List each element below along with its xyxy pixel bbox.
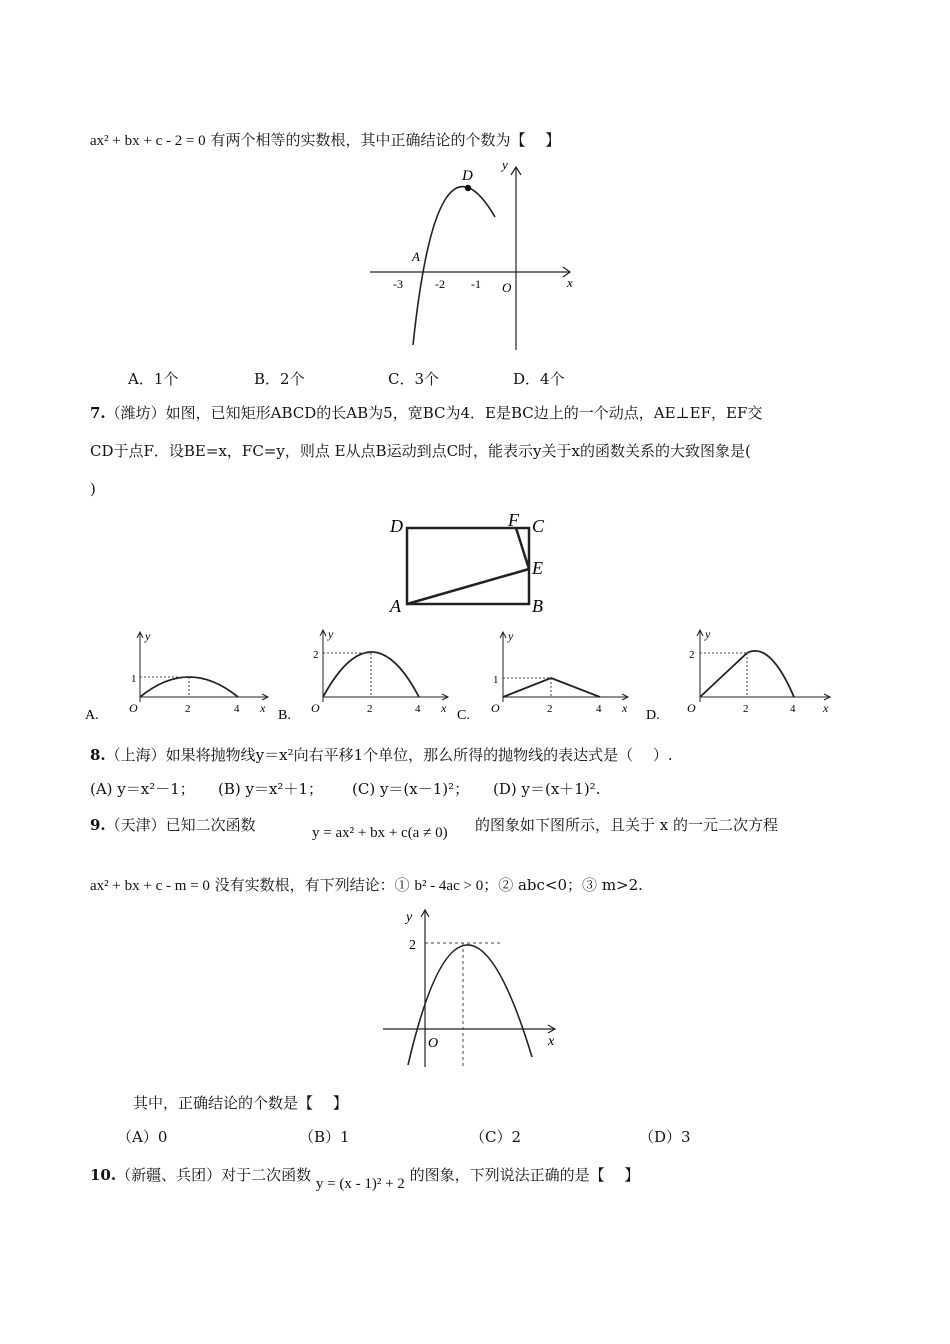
q9-text-2: 没有实数根，有下列结论：① (214, 876, 410, 894)
q9-text-b: 的图象如下图所示，且关于 x 的一元二次方程 (475, 816, 778, 834)
q7-graph-c (457, 629, 628, 722)
label-C: C (532, 516, 545, 536)
q6-tail (90, 130, 560, 151)
q10-function: y = (x - 1)² + 2 (315, 1176, 405, 1192)
graph-c-xmid: 2 (547, 703, 553, 715)
q8-option-a[interactable]: (A) y＝x²－1； (90, 780, 195, 798)
q6-option-c[interactable]: C．3个 (388, 370, 440, 388)
graph-d-origin: O (687, 701, 696, 715)
graph-d-xmid: 2 (743, 703, 749, 715)
label-x-axis: x (567, 275, 573, 290)
q6-parabola-graph (365, 155, 585, 355)
label-E: E (532, 558, 543, 578)
graph-c-xend: 4 (596, 703, 602, 715)
q9-option-c[interactable]: （C）2 (470, 1128, 522, 1146)
label-A: A (412, 249, 420, 264)
graph-b-x: x (441, 701, 447, 715)
q10-text-a: （新疆、兵团）对于二次函数 (116, 1166, 312, 1184)
q10-number: 10. (90, 1166, 117, 1184)
label-D: D (390, 516, 403, 536)
graph-c-label: C. (457, 708, 470, 722)
q8-option-b[interactable]: (B) y＝x²＋1； (218, 780, 323, 798)
label-y-axis: y (406, 910, 413, 925)
q9-number: 9. (90, 816, 106, 834)
q7-text-2: CD于点F．设BE=x，FC=y，则点 E从点B运动到点C时，能表示y关于x的函数关系的大致图象是( (90, 442, 751, 460)
q8-number: 8. (90, 746, 106, 764)
label-B: B (532, 596, 543, 616)
label-y-axis: y (502, 157, 508, 172)
q7-rectangle-figure (388, 512, 558, 617)
q6-equation: ax² + bx + c - 2 = 0 (90, 133, 206, 149)
q8-option-d[interactable]: (D) y＝(x＋1)². (493, 780, 601, 798)
graph-c-ymax: 1 (493, 674, 499, 686)
label-ymax: 2 (409, 938, 416, 953)
graph-a-ymax: 1 (131, 673, 137, 685)
q6-option-a[interactable]: A．1个 (128, 370, 179, 388)
q9-option-d[interactable]: （D）3 (639, 1128, 691, 1146)
label-A: A (390, 596, 401, 616)
graph-a-xend: 4 (234, 703, 240, 715)
q9-text-a: （天津）已知二次函数 (105, 816, 256, 834)
label-origin: O (428, 1036, 439, 1051)
q7-line-2 (90, 441, 751, 461)
tick-neg1: -1 (471, 277, 481, 291)
q6-question-text: 有两个相等的实数根，其中正确结论的个数为【 】 (210, 131, 561, 149)
label-origin: O (502, 280, 512, 295)
vertex-D-point (465, 185, 471, 191)
tick-neg2: -2 (435, 277, 445, 291)
q9-option-a[interactable]: （A）0 (117, 1128, 168, 1146)
q7-number: 7. (90, 404, 106, 422)
graph-c-origin: O (491, 701, 500, 715)
q7-option-graphs (85, 622, 945, 722)
q9-equation: ax² + bx + c - m = 0 (90, 878, 210, 894)
q7-graph-d (646, 627, 830, 722)
graph-d-xend: 4 (790, 703, 796, 715)
graph-a-label: A. (85, 708, 99, 722)
q9-option-b[interactable]: （B）1 (299, 1128, 350, 1146)
q9-line-2 (90, 875, 643, 896)
q7-text-3: ) (90, 480, 96, 498)
q7-line-1 (90, 403, 762, 423)
q7-text-1: （潍坊）如图，已知矩形ABCD的长AB为5，宽BC为4．E是BC边上的一个动点，AE⊥EF，EF交 (105, 404, 763, 422)
graph-b-xmid: 2 (367, 703, 373, 715)
tick-neg3: -3 (393, 277, 403, 291)
graph-b-y: y (328, 627, 334, 641)
graph-a-origin: O (129, 701, 138, 715)
graph-a-xmid: 2 (185, 703, 191, 715)
q8-line (90, 745, 673, 765)
graph-d-label: D. (646, 708, 660, 722)
q8-option-c[interactable]: (C) y＝(x－1)²； (352, 780, 470, 798)
q9-text-2-rest: ；② abc<0；③ m>2. (483, 876, 643, 894)
label-D: D (462, 168, 473, 184)
graph-a-y: y (145, 629, 151, 643)
q9-condition-1: b² - 4ac > 0 (414, 878, 484, 894)
q9-prompt-text: 其中，正确结论的个数是【 】 (133, 1094, 348, 1112)
q6-option-b[interactable]: B．2个 (254, 370, 305, 388)
graph-a-x: x (260, 701, 266, 715)
q9-line-1 (90, 815, 865, 841)
q7-line-3 (90, 479, 96, 499)
graph-d-y: y (705, 627, 711, 641)
graph-b-label: B. (278, 708, 291, 722)
graph-c-x: x (622, 701, 628, 715)
graph-b-ymax: 2 (313, 649, 319, 661)
graph-b-origin: O (311, 701, 320, 715)
q9-prompt (133, 1093, 348, 1113)
q10-line (90, 1165, 640, 1192)
graph-c-y: y (508, 629, 514, 643)
q10-text-b: 的图象，下列说法正确的是【 】 (409, 1166, 640, 1184)
q6-option-d[interactable]: D．4个 (513, 370, 565, 388)
graph-b-xend: 4 (415, 703, 421, 715)
label-x-axis: x (548, 1034, 555, 1049)
q9-parabola-graph (380, 905, 560, 1070)
label-F: F (508, 512, 519, 530)
q9-function: y = ax² + bx + c(a ≠ 0) (312, 825, 448, 841)
graph-d-ymax: 2 (689, 649, 695, 661)
graph-d-x: x (823, 701, 829, 715)
q7-graph-b (278, 627, 448, 722)
q8-text: （上海）如果将抛物线y＝x²向右平移1个单位，那么所得的抛物线的表达式是（ ）. (105, 746, 673, 764)
q7-graph-a (85, 629, 268, 722)
